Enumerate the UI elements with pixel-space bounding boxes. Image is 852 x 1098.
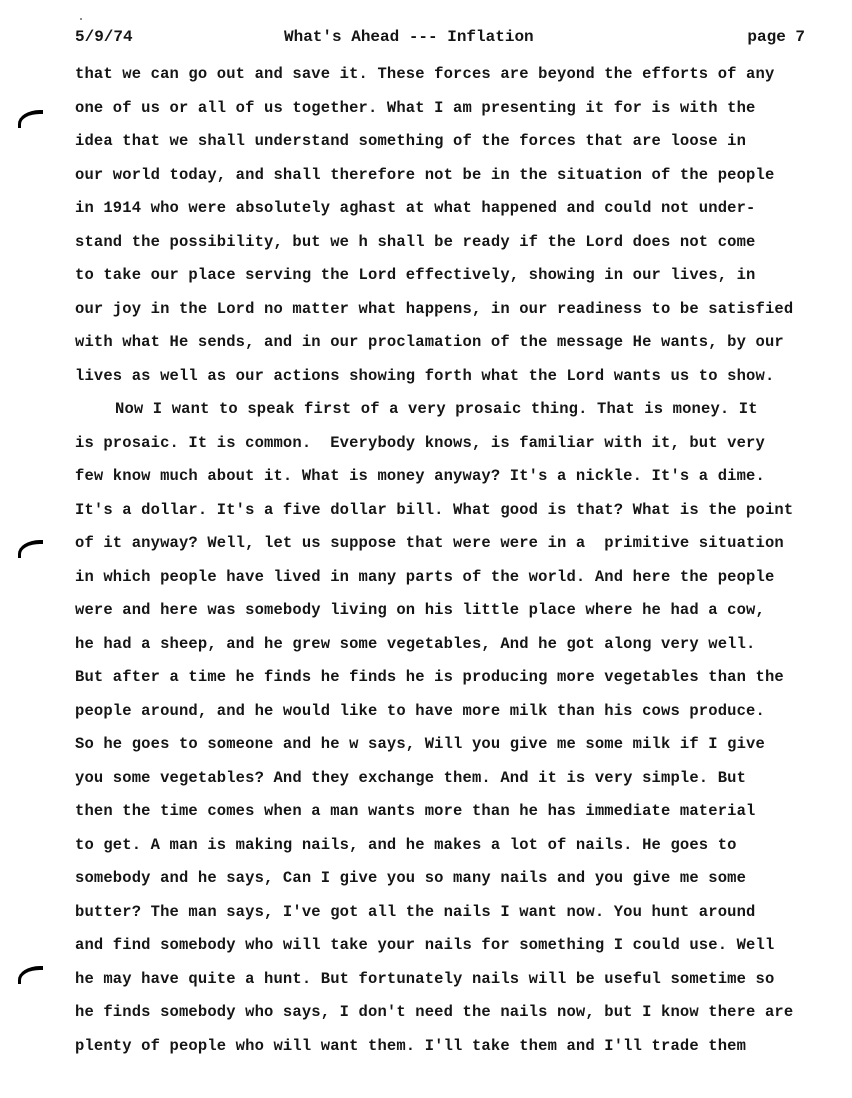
text-line: to get. A man is making nails, and he makes a lot of nails. He goes to	[75, 835, 737, 854]
text-line: he may have quite a hunt. But fortunately nails will be useful sometime so	[75, 969, 775, 988]
text-line: with what He sends, and in our proclamation of the message He wants, by our	[75, 333, 784, 351]
header-title: What's Ahead --- Inflation	[284, 28, 534, 46]
speck-mark	[80, 18, 82, 20]
text-line: is prosaic. It is common. Everybody knows, is familiar with it, but very	[75, 433, 765, 452]
text-line: So he goes to someone and he w says, Will you give me some milk if I give	[75, 735, 765, 753]
paragraph-start-line: Now I want to speak first of a very prosaic thing. That is money. It	[115, 400, 758, 418]
text-line: one of us or all of us together. What I am presenting it for is with the	[75, 98, 756, 117]
text-line: that we can go out and save it. These forces are beyond the efforts of any	[75, 65, 775, 83]
text-line: few know much about it. What is money anyway? It's a nickle. It's a dime.	[75, 467, 765, 485]
header-date: 5/9/74	[75, 28, 133, 46]
binder-hole-mark	[18, 966, 43, 984]
text-line: he finds somebody who says, I don't need the nails now, but I know there are	[75, 1003, 794, 1021]
text-line: It's a dollar. It's a five dollar bill. What good is that? What is the point	[75, 500, 794, 519]
text-line: idea that we shall understand something of the forces that are loose in	[75, 132, 747, 150]
text-line: you some vegetables? And they exchange them. And it is very simple. But	[75, 768, 747, 787]
page-header	[75, 28, 805, 50]
text-line: then the time comes when a man wants more than he has immediate material	[75, 802, 756, 820]
text-line: lives as well as our actions showing forth what the Lord wants us to show.	[75, 366, 775, 385]
text-line: in which people have lived in many parts of the world. And here the people	[75, 567, 775, 586]
text-line: in 1914 who were absolutely aghast at what happened and could not under-	[75, 199, 756, 217]
body-text	[75, 62, 845, 1067]
binder-hole-mark	[18, 110, 43, 128]
text-line: somebody and he says, Can I give you so many nails and you give me some	[75, 869, 747, 887]
text-line: were and here was somebody living on his little place where he had a cow,	[75, 601, 765, 619]
text-line: of it anyway? Well, let us suppose that were were in a primitive situation	[75, 534, 784, 552]
text-line: But after a time he finds he finds he is producing more vegetables than the	[75, 668, 784, 686]
text-line: plenty of people who will want them. I'll take them and I'll trade them	[75, 1036, 747, 1055]
text-line: stand the possibility, but we h shall be ready if the Lord does not come	[75, 232, 756, 251]
header-page-number: page 7	[747, 28, 805, 46]
text-line: and find somebody who will take your nails for something I could use. Well	[75, 936, 775, 954]
text-line: our world today, and shall therefore not be in the situation of the people	[75, 165, 775, 184]
text-line: butter? The man says, I've got all the nails I want now. You hunt around	[75, 902, 756, 921]
text-line: he had a sheep, and he grew some vegetables, And he got along very well.	[75, 634, 756, 653]
text-line: people around, and he would like to have more milk than his cows produce.	[75, 701, 765, 720]
text-line: our joy in the Lord no matter what happens, in our readiness to be satisfied	[75, 299, 794, 318]
text-line: to take our place serving the Lord effectively, showing in our lives, in	[75, 266, 756, 284]
binder-hole-mark	[18, 540, 43, 558]
